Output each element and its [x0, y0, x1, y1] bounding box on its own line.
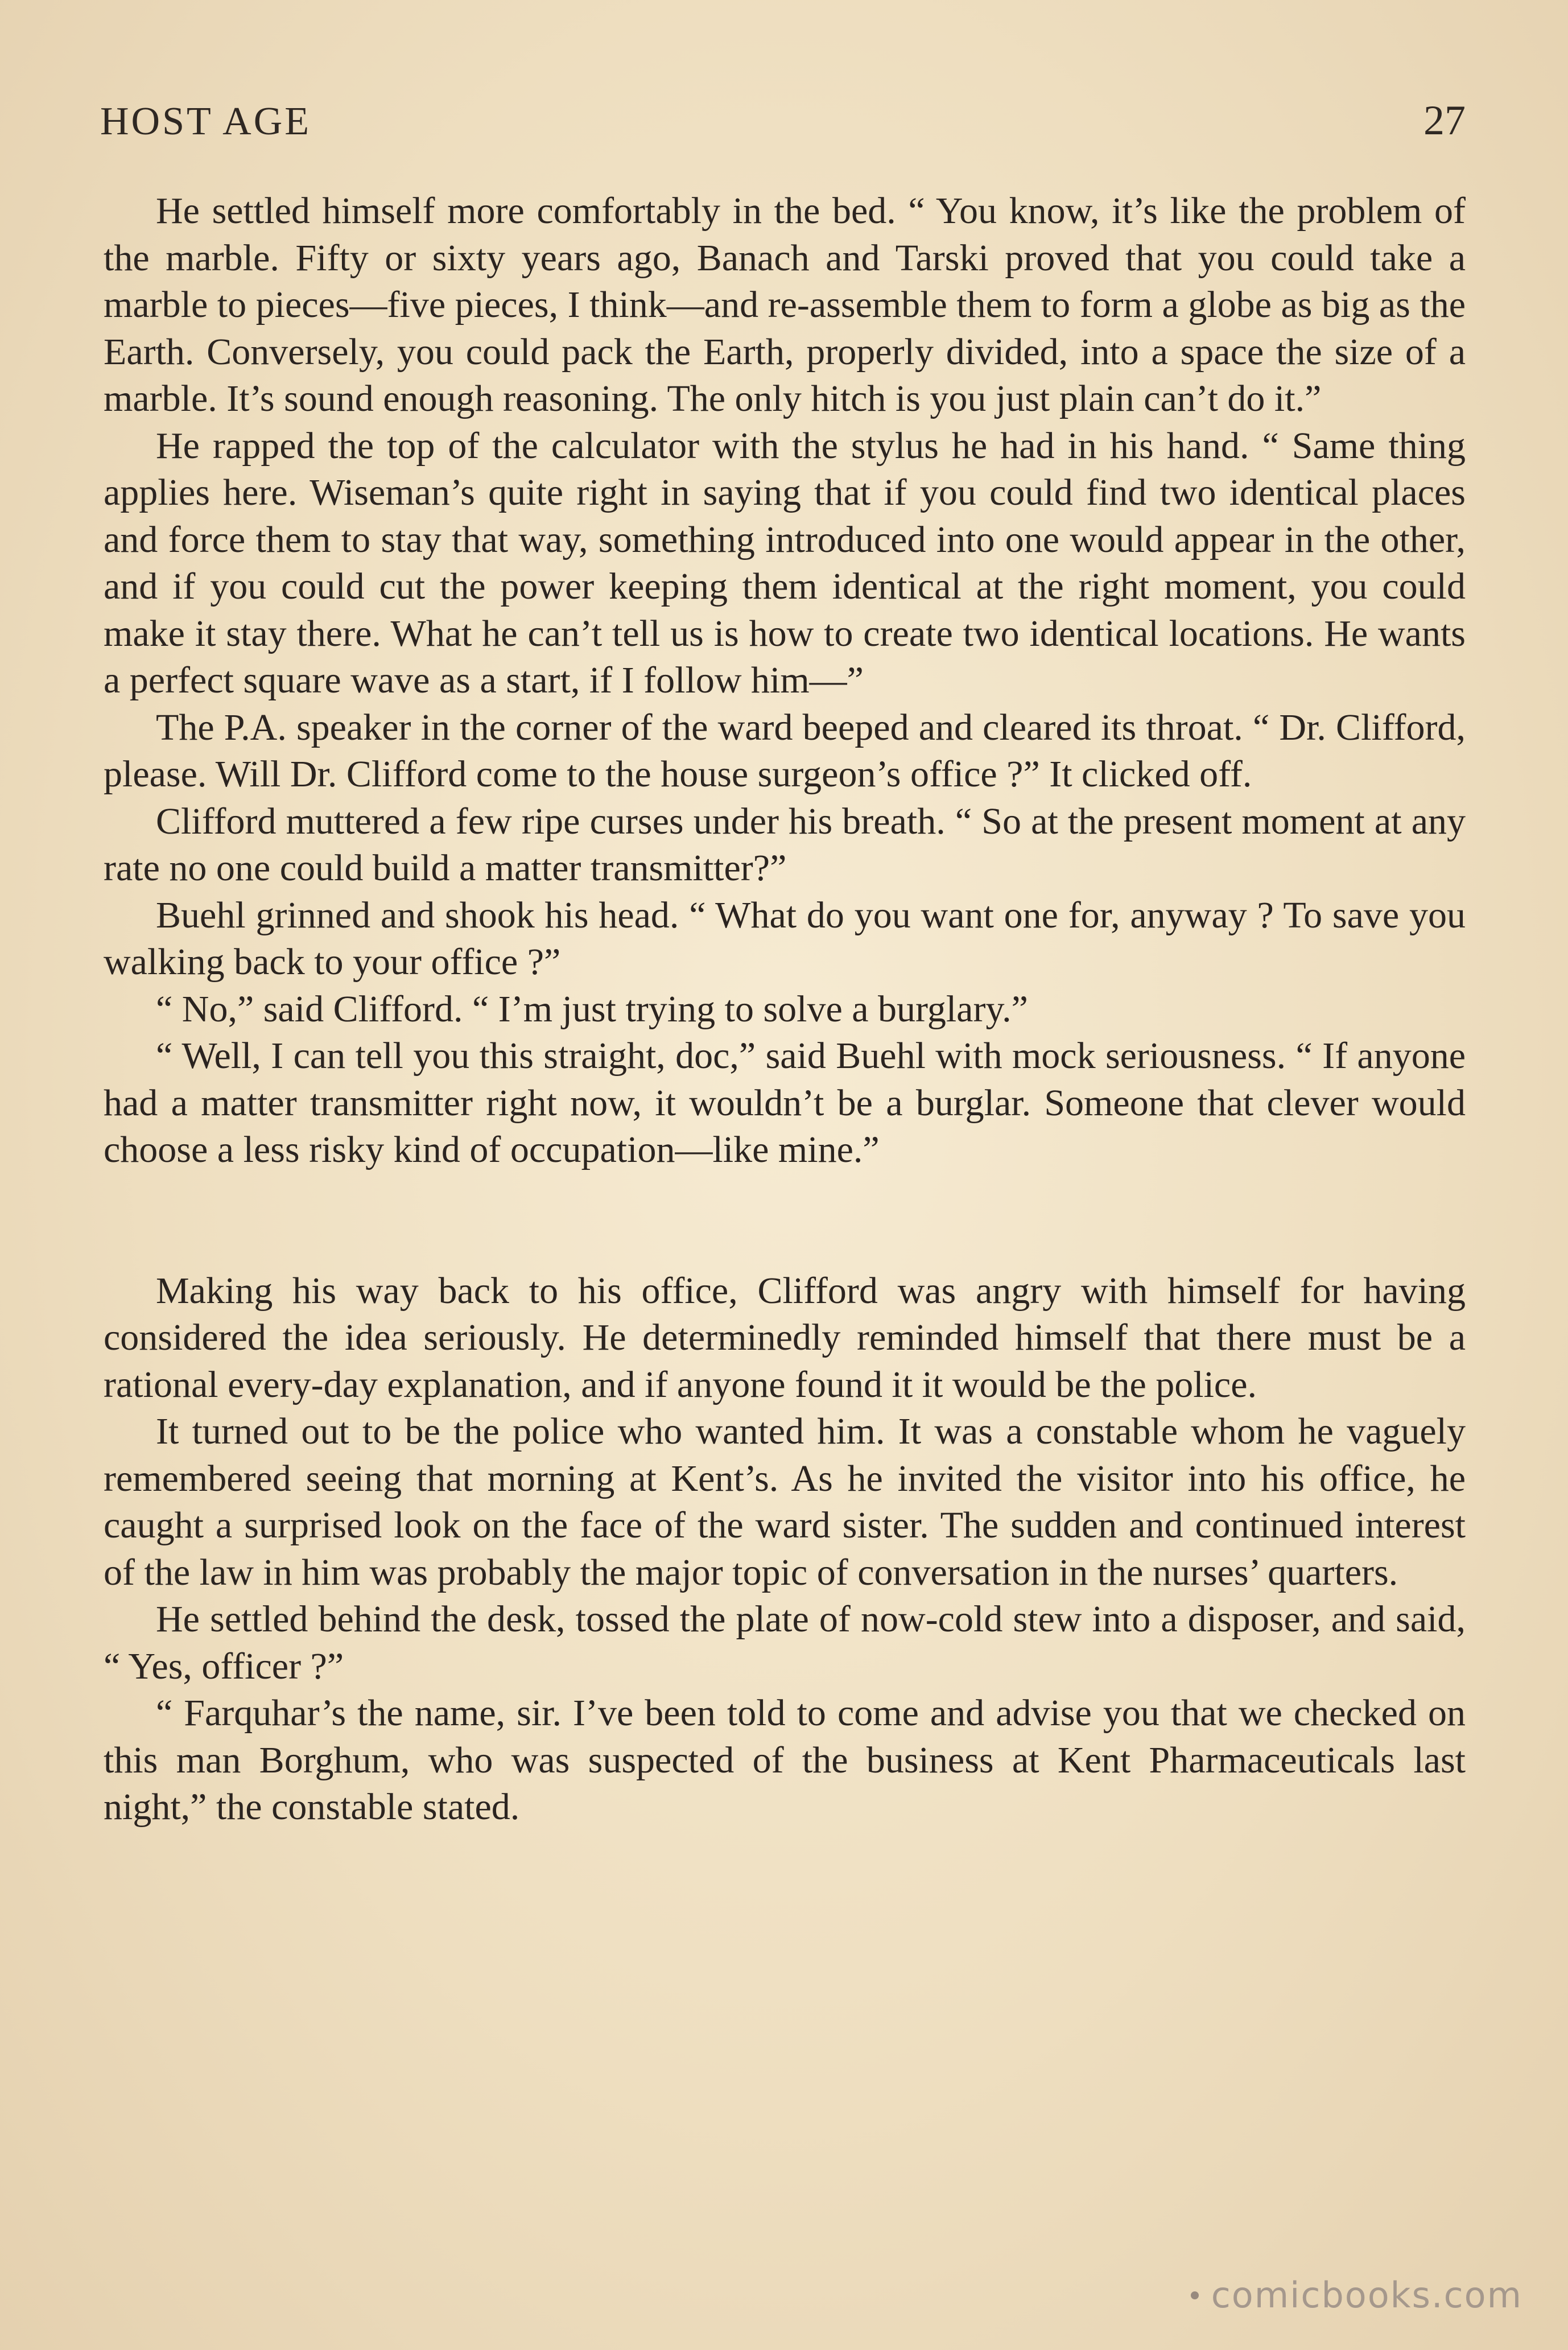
paragraph: It turned out to be the police who wanted him. It was a constable whom he vaguely remembered seeing that morning at Kent’s. As he invited the visitor into his office, he caught a surprised look on the face of the ward sister. The sudden and continued interest of the law in him was probably the major topic of conversation in the nurses’ quarters. [104, 1411, 1466, 1593]
paragraph: He settled himself more comfortably in the bed. “ You know, it’s like the problem of the marble. Fifty or sixty years ago, Banach and Tarski proved that you could take a marble to pieces—five pieces, I think—and re-assemble them to form a globe as big as the Earth. Conversely, you could pack the Earth, properly divided, into a space the size of a marble. It’s sound enough reasoning. The only hitch is you just plain can’t do it.” [104, 190, 1466, 419]
paragraph: He settled behind the desk, tossed the plate of now-cold stew into a disposer, and said, “ Yes, officer ?” [104, 1598, 1466, 1687]
watermark [1191, 2274, 1522, 2316]
watermark-text: comicbooks.com [1211, 2274, 1522, 2316]
paragraph: The P.A. speaker in the corner of the ward beeped and cleared its throat. “ Dr. Clifford, please. Will Dr. Clifford come to the house surgeon’s office ?” It clicked off. [104, 706, 1466, 795]
body-text [104, 188, 1466, 1831]
paragraph: Buehl grinned and shook his head. “ What do you want one for, anyway ? To save you walking back to your office ?” [104, 894, 1466, 983]
page-number: 27 [1423, 97, 1466, 144]
paragraph: He rapped the top of the calculator with the stylus he had in his hand. “ Same thing applies here. Wiseman’s quite right in saying that if you could find two identical places and force them to stay that way, something introduced into one would appear in the other, and if you could cut the power keeping them identical at the right moment, you could make it stay there. What he can’t tell us is how to create two identical locations. He wants a perfect square wave as a start, if I follow him—” [104, 424, 1466, 701]
paragraph: Clifford muttered a few ripe curses under his breath. “ So at the present moment at any rate no one could build a matter transmitter?” [104, 800, 1466, 889]
paragraph: “ No,” said Clifford. “ I’m just trying to solve a burglary.” [156, 988, 1028, 1030]
paragraph: “ Farquhar’s the name, sir. I’ve been told to come and advise you that we checked on this man Borghum, who was suspected of the business at Kent Pharmaceuticals last night,” the constable stated. [104, 1692, 1466, 1828]
paragraph: “ Well, I can tell you this straight, doc,” said Buehl with mock seriousness. “ If anyone had a matter transmitter right now, it wouldn’t be a burglar. Someone that clever would choose a less risky kind of occupation—like mine.” [104, 1035, 1466, 1170]
running-title: HOST AGE [100, 100, 312, 143]
running-head [100, 97, 1466, 148]
paragraph: Making his way back to his office, Clifford was angry with himself for having considered the idea seriously. He determinedly reminded himself that there must be a rational every-day explanation, and if anyone found it it would be the police. [104, 1269, 1466, 1405]
watermark-dot-icon [1191, 2291, 1199, 2299]
